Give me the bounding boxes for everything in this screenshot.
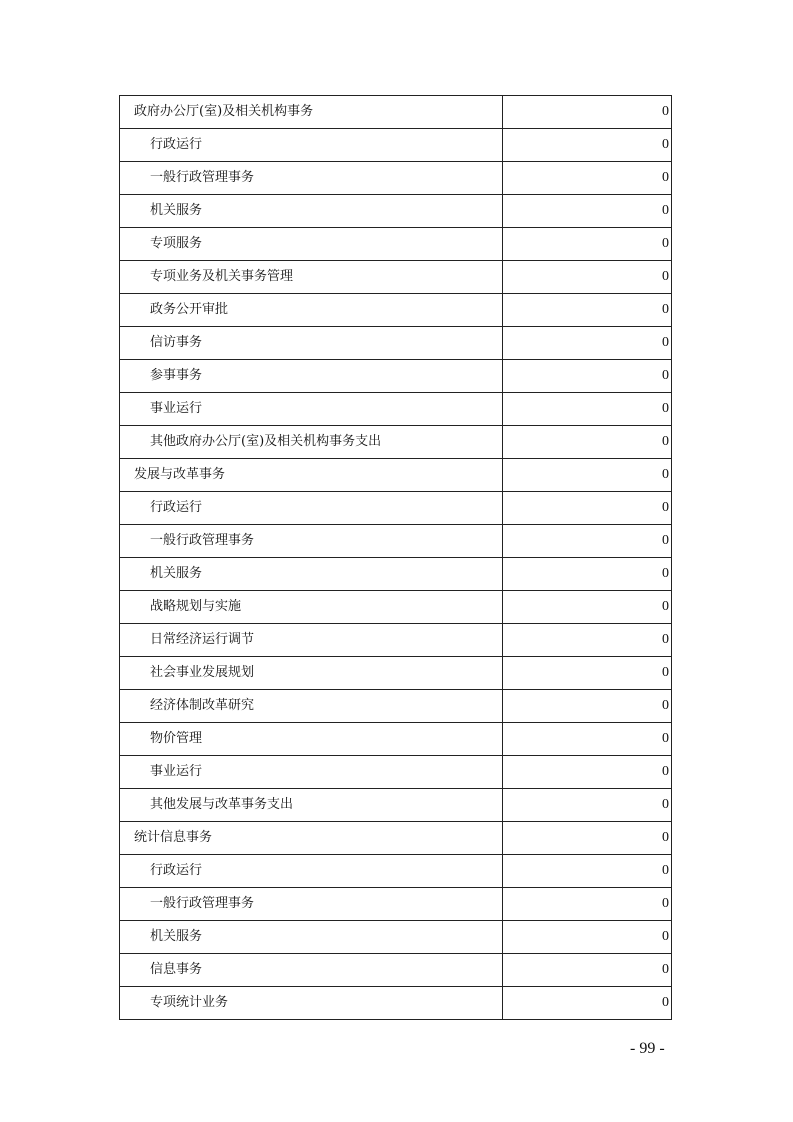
amount-cell: 0 <box>503 987 672 1020</box>
table-body <box>120 96 672 1020</box>
amount-cell: 0 <box>503 921 672 954</box>
subcategory-row <box>120 327 672 360</box>
item-name-cell: 事业运行 <box>120 393 503 426</box>
item-name-cell: 统计信息事务 <box>120 822 503 855</box>
amount-cell: 0 <box>503 162 672 195</box>
subcategory-row <box>120 360 672 393</box>
subcategory-row <box>120 426 672 459</box>
item-name-cell: 专项服务 <box>120 228 503 261</box>
item-name-cell: 一般行政管理事务 <box>120 888 503 921</box>
subcategory-row <box>120 492 672 525</box>
amount-cell: 0 <box>503 96 672 129</box>
subcategory-row <box>120 756 672 789</box>
item-name-cell: 行政运行 <box>120 855 503 888</box>
subcategory-row <box>120 690 672 723</box>
amount-cell: 0 <box>503 756 672 789</box>
amount-cell: 0 <box>503 360 672 393</box>
item-name-cell: 参事事务 <box>120 360 503 393</box>
amount-cell: 0 <box>503 228 672 261</box>
category-row <box>120 459 672 492</box>
amount-cell: 0 <box>503 690 672 723</box>
subcategory-row <box>120 723 672 756</box>
item-name-cell: 政府办公厅(室)及相关机构事务 <box>120 96 503 129</box>
item-name-cell: 行政运行 <box>120 129 503 162</box>
subcategory-row <box>120 624 672 657</box>
item-name-cell: 日常经济运行调节 <box>120 624 503 657</box>
subcategory-row <box>120 987 672 1020</box>
item-name-cell: 社会事业发展规划 <box>120 657 503 690</box>
item-name-cell: 专项统计业务 <box>120 987 503 1020</box>
item-name-cell: 一般行政管理事务 <box>120 525 503 558</box>
amount-cell: 0 <box>503 393 672 426</box>
amount-cell: 0 <box>503 888 672 921</box>
amount-cell: 0 <box>503 624 672 657</box>
subcategory-row <box>120 162 672 195</box>
subcategory-row <box>120 195 672 228</box>
amount-cell: 0 <box>503 294 672 327</box>
item-name-cell: 其他政府办公厅(室)及相关机构事务支出 <box>120 426 503 459</box>
amount-cell: 0 <box>503 261 672 294</box>
page-number: - 99 - <box>630 1040 665 1057</box>
item-name-cell: 其他发展与改革事务支出 <box>120 789 503 822</box>
subcategory-row <box>120 294 672 327</box>
subcategory-row <box>120 129 672 162</box>
budget-table <box>119 95 672 1020</box>
amount-cell: 0 <box>503 558 672 591</box>
item-name-cell: 经济体制改革研究 <box>120 690 503 723</box>
subcategory-row <box>120 261 672 294</box>
amount-cell: 0 <box>503 591 672 624</box>
amount-cell: 0 <box>503 525 672 558</box>
amount-cell: 0 <box>503 492 672 525</box>
subcategory-row <box>120 657 672 690</box>
subcategory-row <box>120 888 672 921</box>
amount-cell: 0 <box>503 789 672 822</box>
item-name-cell: 一般行政管理事务 <box>120 162 503 195</box>
subcategory-row <box>120 558 672 591</box>
amount-cell: 0 <box>503 426 672 459</box>
amount-cell: 0 <box>503 129 672 162</box>
subcategory-row <box>120 855 672 888</box>
item-name-cell: 机关服务 <box>120 558 503 591</box>
amount-cell: 0 <box>503 954 672 987</box>
subcategory-row <box>120 393 672 426</box>
amount-cell: 0 <box>503 657 672 690</box>
subcategory-row <box>120 921 672 954</box>
item-name-cell: 信息事务 <box>120 954 503 987</box>
item-name-cell: 发展与改革事务 <box>120 459 503 492</box>
subcategory-row <box>120 789 672 822</box>
item-name-cell: 机关服务 <box>120 921 503 954</box>
amount-cell: 0 <box>503 195 672 228</box>
subcategory-row <box>120 228 672 261</box>
category-row <box>120 96 672 129</box>
item-name-cell: 战略规划与实施 <box>120 591 503 624</box>
item-name-cell: 政务公开审批 <box>120 294 503 327</box>
subcategory-row <box>120 591 672 624</box>
subcategory-row <box>120 525 672 558</box>
item-name-cell: 机关服务 <box>120 195 503 228</box>
subcategory-row <box>120 954 672 987</box>
item-name-cell: 事业运行 <box>120 756 503 789</box>
item-name-cell: 信访事务 <box>120 327 503 360</box>
item-name-cell: 专项业务及机关事务管理 <box>120 261 503 294</box>
amount-cell: 0 <box>503 822 672 855</box>
item-name-cell: 物价管理 <box>120 723 503 756</box>
amount-cell: 0 <box>503 459 672 492</box>
amount-cell: 0 <box>503 327 672 360</box>
category-row <box>120 822 672 855</box>
amount-cell: 0 <box>503 855 672 888</box>
amount-cell: 0 <box>503 723 672 756</box>
item-name-cell: 行政运行 <box>120 492 503 525</box>
